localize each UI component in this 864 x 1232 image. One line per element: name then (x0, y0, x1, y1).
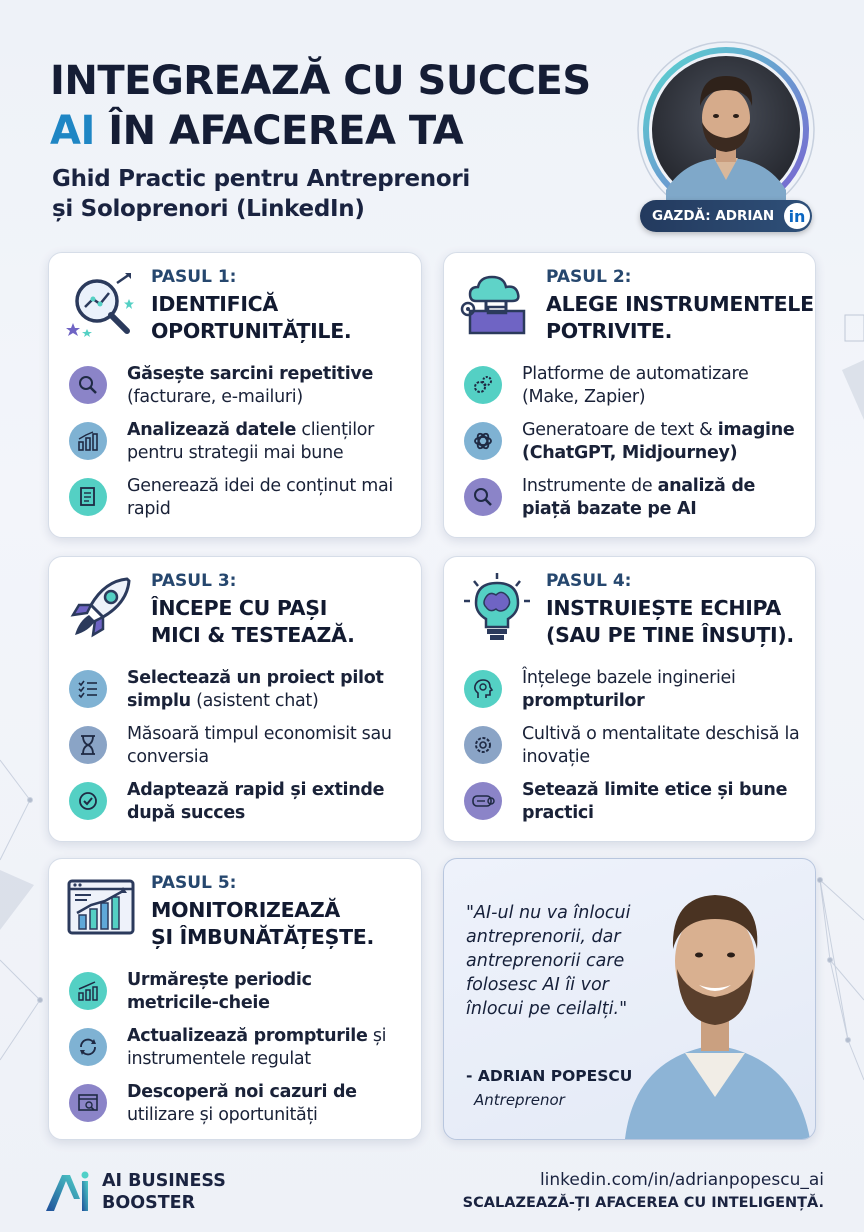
list-item (69, 475, 409, 531)
item-text-rest: clienților pentru strategii mai bune (127, 420, 375, 463)
step-label: PASUL 5: (151, 873, 237, 893)
hourglass-icon (69, 726, 107, 764)
item-text-rest: Cultivă o mentalitate deschisă la inovație (522, 724, 800, 767)
dashboard-chart-icon (65, 873, 139, 947)
item-text-bold: Găsește sarcini repetitive (127, 364, 374, 384)
item-text-bold: imagine (ChatGPT, Midjourney) (522, 420, 795, 463)
gears-icon (464, 366, 502, 404)
quote-author: - ADRIAN POPESCU (466, 1067, 633, 1085)
item-text-bold: Descoperă noi cazuri de (127, 1082, 357, 1102)
step-title-line: OPORTUNITĂȚILE. (151, 319, 352, 343)
linkedin-icon[interactable]: in (784, 203, 810, 229)
item-text (127, 363, 409, 409)
item-text (127, 1081, 409, 1127)
item-text-rest: Instrumente de (522, 476, 658, 496)
list-item (69, 667, 409, 723)
ai-logo-icon (44, 1171, 94, 1213)
step-card-2 (443, 252, 816, 538)
step-label: PASUL 1: (151, 267, 237, 287)
title-line-1: INTEGREAZĂ CU SUCCES (50, 58, 591, 104)
item-text-bold: Analizează datele (127, 420, 297, 440)
item-text (127, 723, 409, 769)
linkedin-url[interactable]: linkedin.com/in/adrianpopescu_ai (539, 1170, 824, 1190)
list-item (69, 1081, 409, 1137)
step-title (546, 595, 816, 649)
item-text (127, 779, 409, 825)
item-text-bold: analiză de piață bazate pe AI (522, 476, 756, 519)
item-text-rest: Generatoare de text & (522, 420, 718, 440)
step-title-line: IDENTIFICĂ (151, 292, 278, 316)
item-text-bold: Selectează un proiect pilot simplu (127, 668, 384, 711)
step-card-5 (48, 858, 422, 1140)
item-text (522, 667, 804, 713)
rocket-icon (65, 571, 139, 645)
trend-chart-icon (69, 972, 107, 1010)
magnifier-chart-icon (65, 267, 139, 341)
step-label: PASUL 4: (546, 571, 632, 591)
item-text-bold: Adaptează rapid și extinde după succes (127, 780, 385, 823)
step-title (151, 291, 421, 345)
step-items (69, 969, 409, 1137)
host-badge (640, 200, 812, 232)
analytics-window-icon (69, 1084, 107, 1122)
item-text (127, 969, 409, 1015)
item-text-rest: Generează idei de conținut mai rapid (127, 476, 393, 519)
list-item (464, 363, 804, 419)
item-text (127, 419, 409, 465)
step-title-line: ȘI ÎMBUNĂTĂȚEȘTE. (151, 925, 374, 949)
list-item (464, 419, 804, 475)
step-title-line: MONITORIZEAZĂ (151, 898, 340, 922)
item-text-bold: Setează limite etice și bune practici (522, 780, 788, 823)
document-icon (69, 478, 107, 516)
host-label: GAZDĂ: ADRIAN (652, 208, 775, 224)
step-title-line: (SAU PE TINE ÎNSUȚI). (546, 623, 794, 647)
search-icon (464, 478, 502, 516)
item-text-rest: utilizare și oportunități (127, 1105, 318, 1125)
subtitle (52, 164, 532, 224)
item-text (127, 667, 409, 713)
item-text-rest: Platforme de automatizare (Make, Zapier) (522, 364, 749, 407)
item-text (522, 419, 804, 465)
step-items (464, 363, 804, 531)
title-accent: AI (50, 108, 95, 154)
subtitle-line-1: Ghid Practic pentru Antreprenori (52, 166, 470, 192)
step-card-4 (443, 556, 816, 842)
list-item (464, 667, 804, 723)
item-text (522, 779, 804, 825)
item-text-bold: prompturilor (522, 691, 645, 711)
item-text-bold: Actualizează prompturile (127, 1026, 368, 1046)
quote-text: "AI-ul nu va înlocui antreprenorii, dar antreprenorii care folosesc AI îi vor înlocui pe ceilalți." (466, 903, 631, 1019)
item-text (127, 475, 409, 521)
step-title (151, 595, 421, 649)
item-text (522, 475, 804, 521)
list-item (69, 419, 409, 475)
check-circle-icon (69, 782, 107, 820)
item-text-rest: (asistent chat) (190, 691, 319, 711)
list-item (464, 475, 804, 531)
cloud-toolbox-icon (460, 267, 534, 341)
list-item (69, 363, 409, 419)
search-icon (69, 366, 107, 404)
step-title (546, 291, 816, 345)
item-text (522, 363, 804, 409)
list-item (464, 723, 804, 779)
title-line-2-rest: ÎN AFACEREA TA (94, 108, 464, 154)
step-card-3 (48, 556, 422, 842)
list-item (464, 779, 804, 835)
list-item (69, 723, 409, 779)
step-title-line: MICI & TESTEAZĂ. (151, 623, 355, 647)
brain-gear-icon (464, 726, 502, 764)
list-item (69, 779, 409, 835)
step-items (464, 667, 804, 835)
openai-icon (464, 422, 502, 460)
step-title-line: POTRIVITE. (546, 319, 673, 343)
footer-tagline: SCALAZEAZĂ-ȚI AFACEREA CU INTELIGENȚĂ. (462, 1195, 824, 1211)
brand-name (102, 1170, 226, 1214)
brain-bulb-icon (460, 571, 534, 645)
list-item (69, 969, 409, 1025)
step-title (151, 897, 421, 951)
step-card-1 (48, 252, 422, 538)
item-text (522, 723, 804, 769)
quote-role: Antreprenor (474, 1091, 565, 1109)
head-brain-icon (464, 670, 502, 708)
page-title (50, 56, 630, 156)
refresh-icon (69, 1028, 107, 1066)
diploma-icon (464, 782, 502, 820)
item-text-bold: Urmărește periodic metricile-cheie (127, 970, 312, 1013)
quote-card (443, 858, 816, 1140)
item-text (127, 1025, 409, 1071)
item-text-rest: Înțelege bazele ingineriei (522, 668, 736, 688)
item-text-rest: Măsoară timpul economisit sau conversia (127, 724, 392, 767)
step-items (69, 667, 409, 835)
step-items (69, 363, 409, 531)
title-line-2 (50, 106, 630, 156)
item-text-rest: și instrumentele regulat (127, 1026, 387, 1069)
subtitle-line-2: și Soloprenori (LinkedIn) (52, 196, 365, 222)
step-label: PASUL 2: (546, 267, 632, 287)
brand-line-1: AI BUSINESS (102, 1171, 226, 1191)
brand-logo (44, 1170, 226, 1214)
bar-chart-icon (69, 422, 107, 460)
step-title-line: INSTRUIEȘTE ECHIPA (546, 596, 781, 620)
host-avatar (636, 40, 816, 220)
step-title-line: ÎNCEPE CU PAȘI (151, 596, 328, 620)
step-title-line: ALEGE INSTRUMENTELE (546, 292, 814, 316)
brand-line-2: BOOSTER (102, 1193, 196, 1213)
step-label: PASUL 3: (151, 571, 237, 591)
checklist-icon (69, 670, 107, 708)
list-item (69, 1025, 409, 1081)
item-text-rest: (facturare, e-mailuri) (127, 387, 303, 407)
